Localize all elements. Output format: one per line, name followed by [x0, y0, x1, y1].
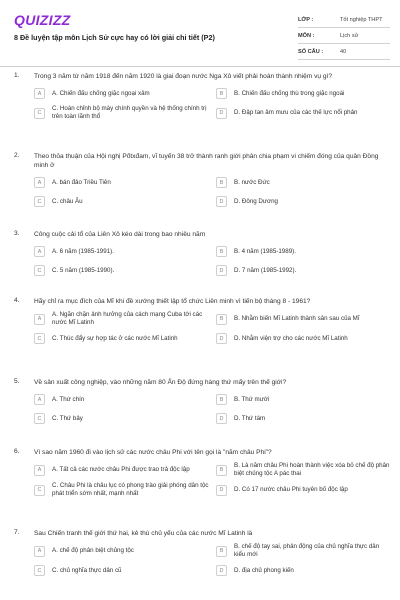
option-letter-box: D — [216, 196, 227, 207]
option-letter-box: C — [34, 333, 45, 344]
question-number: 5. — [14, 378, 20, 385]
answer-options — [34, 543, 386, 578]
answer-option[interactable] — [216, 263, 392, 278]
option-text: B. Là năm châu Phi hoàn thành việc xóa bỏ chế độ phân biệt chủng tộc A pác thai — [234, 462, 390, 477]
meta-row-subject — [298, 28, 390, 44]
question-block — [14, 297, 386, 346]
option-letter-box: B — [216, 314, 227, 325]
option-letter-box: A — [34, 546, 45, 557]
answer-option[interactable] — [216, 392, 392, 407]
option-letter-box: C — [34, 565, 45, 576]
option-text: B. Nhằm biến Mĩ Latinh thành sân sau của Mĩ — [234, 315, 360, 322]
question-number: 2. — [14, 152, 20, 159]
option-text: D. Đông Dương — [234, 197, 278, 205]
option-text: C. chủ nghĩa thực dân cũ — [52, 566, 122, 574]
meta-key: MÔN : — [298, 32, 315, 39]
option-letter-box: B — [216, 546, 227, 557]
meta-key: SỐ CÂU : — [298, 48, 324, 55]
option-text: C. Thứ bảy — [52, 414, 83, 422]
question-number: 6. — [14, 448, 20, 455]
answer-option[interactable] — [216, 105, 392, 121]
option-letter-box: D — [216, 485, 227, 496]
question-block — [14, 529, 386, 578]
answer-option[interactable] — [216, 563, 392, 578]
meta-row-grade — [298, 12, 390, 28]
option-text: D. Nhằm viện trợ cho các nước Mĩ Latinh — [234, 334, 348, 342]
option-letter-box: B — [216, 88, 227, 99]
answer-option[interactable] — [34, 86, 210, 101]
option-text: D. Đập tan âm mưu của các thế lực nổi phản — [234, 109, 358, 116]
worksheet-header — [0, 0, 400, 67]
answer-options — [34, 311, 386, 346]
question-number: 4. — [14, 297, 20, 304]
question-text: Về sản xuất công nghiệp, vào những năm 80 Ấn Độ đứng hàng thứ mấy trên thế giới? — [34, 379, 287, 386]
answer-option[interactable] — [216, 86, 392, 101]
option-letter-box: A — [34, 394, 45, 405]
question-text: Vì sao năm 1960 đi vào lịch sử các nước châu Phi với tên gọi là "năm châu Phi"? — [34, 449, 272, 456]
question-block — [14, 378, 386, 426]
option-text: C. 5 năm (1985-1990). — [52, 266, 115, 274]
option-text: C. Châu Phi là châu lục có phong trào giải phóng dân tộc phát triển sớm nhất, mạnh nhất — [52, 482, 209, 497]
option-text: A. chế độ phân biệt chủng tộc — [52, 547, 134, 554]
option-letter-box: A — [34, 465, 45, 476]
option-letter-box: B — [216, 177, 227, 188]
answer-option[interactable] — [34, 311, 210, 327]
answer-option[interactable] — [216, 482, 392, 498]
option-text: B. nước Đức — [234, 178, 270, 186]
question-number: 3. — [14, 230, 20, 237]
worksheet-title: 8 Đề luyện tập môn Lịch Sử cực hay có lời giải chi tiết (P2) — [14, 33, 215, 42]
option-letter-box: C — [34, 265, 45, 276]
question-text: Trong 3 năm từ năm 1918 đến năm 1920 là giai đoạn nước Nga Xô viết phải hoàn thành nhiệm vụ gì? — [34, 73, 333, 80]
answer-option[interactable] — [34, 563, 210, 578]
option-letter-box: C — [34, 413, 45, 424]
option-letter-box: B — [216, 394, 227, 405]
option-letter-box: A — [34, 314, 45, 325]
question-text: Công cuộc cải tổ của Liên Xô kéo dài trong bao nhiêu năm — [34, 231, 206, 238]
option-text: A. 6 năm (1985-1991). — [52, 247, 114, 255]
question-text: Sau Chiến tranh thế giới thứ hai, kẻ thù chủ yếu của các nước Mĩ Latinh là — [34, 530, 253, 537]
answer-option[interactable] — [34, 244, 210, 259]
option-text: B. Chiến đấu chống thù trong giặc ngoài — [234, 89, 345, 97]
option-text: D. Có 17 nước châu Phi tuyên bố độc lập — [234, 486, 348, 493]
answer-option[interactable] — [216, 411, 392, 426]
answer-option[interactable] — [216, 331, 392, 346]
answer-option[interactable] — [216, 462, 392, 478]
answer-option[interactable] — [34, 392, 210, 407]
option-letter-box: D — [216, 333, 227, 344]
option-text: A. Thứ chín — [52, 395, 85, 403]
quizizz-logo: QUIZIZZ — [14, 12, 71, 28]
answer-option[interactable] — [34, 462, 210, 478]
option-letter-box: D — [216, 108, 227, 119]
answer-option[interactable] — [216, 175, 392, 190]
answer-options — [34, 244, 386, 278]
answer-option[interactable] — [216, 311, 392, 327]
answer-option[interactable] — [216, 244, 392, 259]
option-text: D. 7 năm (1985-1992). — [234, 266, 297, 274]
question-block — [14, 448, 390, 498]
answer-option[interactable] — [34, 482, 210, 498]
question-block — [14, 152, 386, 209]
answer-option[interactable] — [34, 105, 210, 121]
option-text: A. Ngăn chặn ảnh hưởng của cách mạng Cuba tới các nước Mĩ Latinh — [52, 311, 203, 326]
option-letter-box: A — [34, 246, 45, 257]
option-letter-box: A — [34, 177, 45, 188]
question-text: Theo thỏa thuận của Hội nghị Pốtxđam, vĩ tuyến 38 trở thành ranh giới phân chia phạm vi chiếm đóng của quân Đồng minh ở — [34, 153, 379, 169]
option-text: D. Thứ tám — [234, 414, 266, 422]
answer-options — [34, 392, 386, 426]
meta-row-question-count — [298, 44, 390, 60]
question-block — [14, 72, 386, 121]
option-text: A. Chiến đấu chống giặc ngoại xâm — [52, 89, 150, 97]
answer-option[interactable] — [34, 175, 210, 190]
option-text: A. bán đảo Triều Tiên — [52, 178, 111, 186]
answer-option[interactable] — [34, 543, 210, 559]
answer-option[interactable] — [216, 543, 392, 559]
question-number: 1. — [14, 72, 20, 79]
answer-option[interactable] — [34, 331, 210, 346]
option-text: B. 4 năm (1985-1989). — [234, 247, 296, 255]
option-text: B. Thứ mười — [234, 395, 270, 403]
option-text: C. châu Âu — [52, 197, 83, 205]
option-letter-box: A — [34, 88, 45, 99]
option-letter-box: C — [34, 196, 45, 207]
option-letter-box: C — [34, 485, 45, 496]
option-text: B. chế độ tay sai, phản động của chủ nghĩa thực dân kiểu mới — [234, 543, 380, 558]
option-text: D. địa chủ phong kiến — [234, 566, 294, 574]
question-number: 7. — [14, 529, 20, 536]
answer-option[interactable] — [34, 194, 210, 209]
option-letter-box: D — [216, 265, 227, 276]
answer-option[interactable] — [216, 194, 392, 209]
answer-options — [34, 86, 386, 121]
answer-option[interactable] — [34, 411, 210, 426]
question-text: Hãy chỉ ra mục đích của Mĩ khi đề xướng thiết lập tổ chức Liên minh vì tiến bộ tháng 8 - 1961? — [34, 298, 311, 305]
answer-options — [34, 175, 386, 209]
answer-option[interactable] — [34, 263, 210, 278]
question-block — [14, 230, 386, 278]
meta-key: LỚP : — [298, 16, 314, 23]
worksheet-meta — [298, 12, 390, 60]
meta-value: Lịch sử — [340, 32, 359, 39]
option-text: C. Hoàn chỉnh bộ máy chính quyền và hệ thống chính trị trên toàn lãnh thổ — [52, 105, 207, 120]
answer-options — [34, 462, 390, 498]
meta-value: 40 — [340, 48, 347, 55]
option-letter-box: D — [216, 413, 227, 424]
option-text: C. Thúc đẩy sự hợp tác ở các nước Mĩ Latinh — [52, 334, 178, 342]
option-letter-box: C — [34, 108, 45, 119]
option-text: A. Tất cả các nước châu Phi được trao trả độc lập — [52, 466, 190, 473]
option-letter-box: D — [216, 565, 227, 576]
option-letter-box: B — [216, 465, 227, 476]
meta-value: Tốt nghiệp THPT — [340, 16, 383, 23]
option-letter-box: B — [216, 246, 227, 257]
